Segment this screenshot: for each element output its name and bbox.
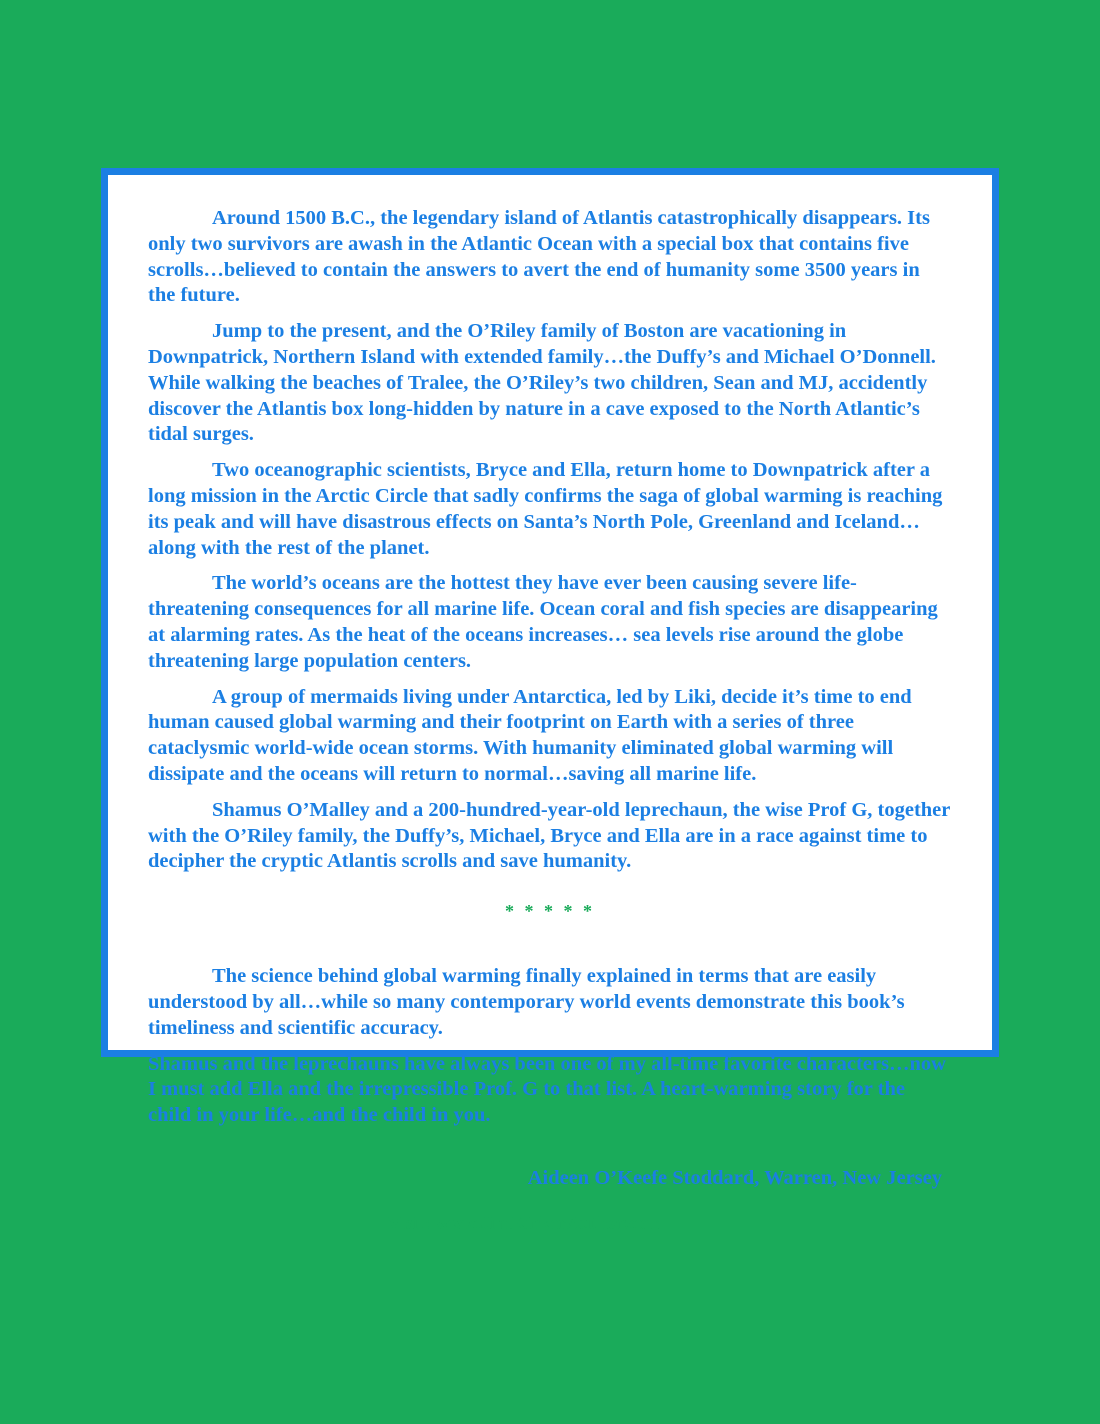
synopsis-paragraph-6: Shamus O’Malley and a 200-hundred-year-old leprechaun, the wise Prof G, together with the O’Riley family, the Duffy’s, Michael, Bryce and Ella are in a race against time to decipher the cryptic Atlantis scrolls and save humanity. [148,798,950,873]
review-paragraph-1: The science behind global warming finally explained in terms that are easily understood by all…while so many contemporary world events demonstrate this book’s timeliness and scientific accuracy. [148,965,905,1039]
back-cover-panel [101,168,999,1234]
website-link[interactable]: Visit: www.JimKirkerAuthor.com [387,1212,663,1234]
synopsis-paragraph-2: Jump to the present, and the O’Riley family of Boston are vacationing in Downpatrick, Northern Island with extended family…the Duffy’s and Michael O’Donnell. While walking the beaches of Tralee, the O’Riley’s two children, Sean and MJ, accidently discover the Atlantis box long-hidden by nature in a cave exposed to the North Atlantic’s tidal surges. [148,320,936,446]
synopsis-paragraph-4: The world’s oceans are the hottest they have ever been causing severe life-threatening consequences for all marine life. Ocean coral and fish species are disappearing at alarming rates. As the heat of the oceans increases… sea levels rise around the globe threatening large population centers. [148,572,938,672]
section-separator: * * * * * [505,901,595,922]
synopsis-paragraph-1: Around 1500 B.C., the legendary island of Atlantis catastrophically disappears. Its only two survivors are awash in the Atlantic Ocean with a special box that contains five scrolls…believed to contain the answers to avert the end of humanity some 3500 years in the future. [148,207,930,307]
cover-text [148,206,952,1235]
synopsis-paragraph-5: A group of mermaids living under Antarctica, led by Liki, decide it’s time to end human caused global warming and their footprint on Earth with a series of three cataclysmic world-wide ocean storms. With humanity eliminated global warming will dissipate and the oceans will return to normal…saving all marine life. [148,685,912,785]
review-paragraph-2: Shamus and the leprechauns have always been one of my all-time favorite characters…now I must add Ella and the irrepressible Prof. G to that list. A heart-warming story for the child in your life…and the child in you. [148,1052,946,1127]
review-attribution: Aideen O’Keefe Stoddard, Warren, New Jersey [527,1166,942,1189]
synopsis-paragraph-3: Two oceanographic scientists, Bryce and Ella, return home to Downpatrick after a long mission in the Arctic Circle that sadly confirms the saga of global warming is reaching its peak and will have disastrous effects on Santa’s North Pole, Greenland and Iceland…along with the rest of the planet. [148,459,943,559]
